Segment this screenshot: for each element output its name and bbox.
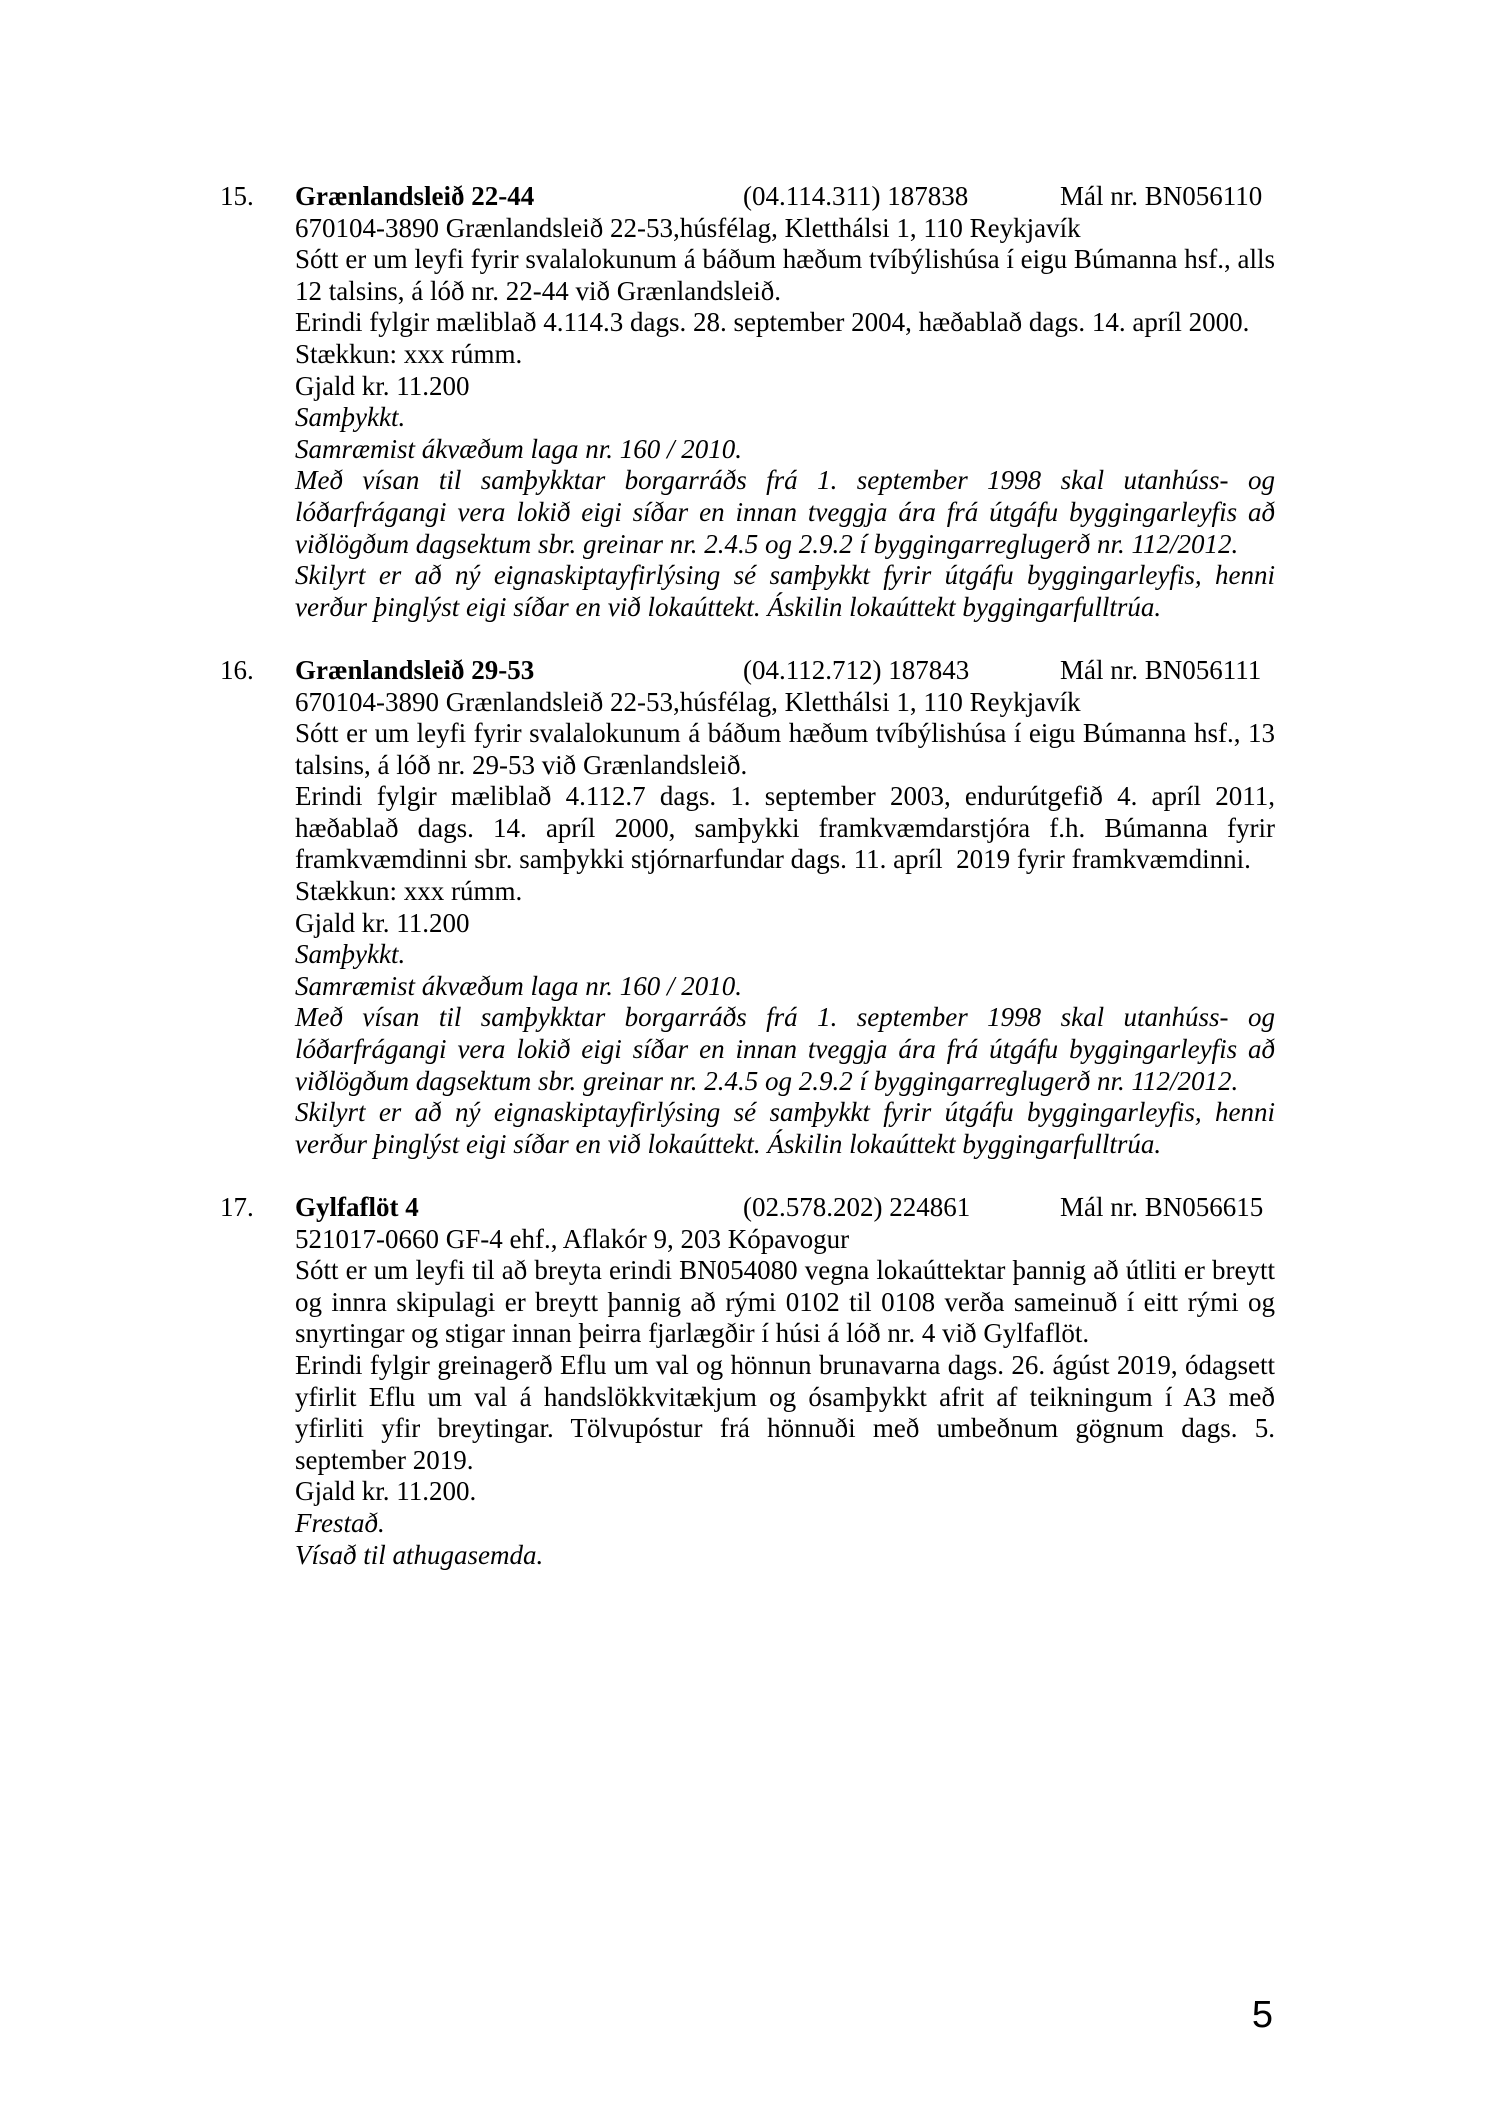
item-owner-line: 521017-0660 GF-4 ehf., Aflakór 9, 203 Kópavogur: [295, 1223, 850, 1254]
item-reference: (04.112.712) 187843: [743, 654, 970, 685]
item-number: 15.: [220, 181, 254, 211]
item-number: 16.: [220, 654, 254, 685]
item-paragraph: Sótt er um leyfi fyrir svalalokunum á báðum hæðum tvíbýlishúsa í eigu Búmanna hsf., 13 talsins, á lóð nr. 29-53 við Grænlandsleið.: [295, 718, 1275, 780]
item-header: [220, 655, 1275, 687]
item-header: [220, 1192, 1275, 1224]
item-case-number: Mál nr. BN056111: [1060, 654, 1262, 685]
item-body: [295, 687, 1275, 1161]
item-reference: (02.578.202) 224861: [743, 1192, 971, 1222]
item-case-number: Mál nr. BN056615: [1060, 1192, 1264, 1222]
item-paragraph: Með vísan til samþykktar borgarráðs frá 1. september 1998 skal utanhúss- og lóðarfrágangi vera lokið eigi síðar en innan tveggja ára frá útgáfu byggingarleyfis að viðlögðum dagsektum sbr. greinar nr. 2.4.5 og 2.9.2 í byggingarreglugerð nr. 112/2012.: [295, 465, 1275, 559]
item-body: [295, 213, 1275, 624]
item-title: Grænlandsleið 29-53: [295, 654, 535, 685]
item-paragraph: Samþykkt.: [295, 402, 406, 433]
item-paragraph: Sótt er um leyfi til að breyta erindi BN054080 vegna lokaúttektar þannig að útliti er breytt og innra skipulagi er breytt þannig að rými 0102 til 0108 verða sameinuð í eitt rými og snyrtingar og stigar innan þeirra fjarlægðir í húsi á lóð nr. 4 við Gylfaflöt.: [295, 1255, 1275, 1349]
item-paragraph: Með vísan til samþykktar borgarráðs frá 1. september 1998 skal utanhúss- og lóðarfrágangi vera lokið eigi síðar en innan tveggja ára frá útgáfu byggingarleyfis að viðlögðum dagsektum sbr. greinar nr. 2.4.5 og 2.9.2 í byggingarreglugerð nr. 112/2012.: [295, 1002, 1275, 1096]
item-paragraph: Gjald kr. 11.200: [295, 370, 470, 401]
item-paragraph: Skilyrt er að ný eignaskiptayfirlýsing sé samþykkt fyrir útgáfu byggingarleyfis, henni verður þinglýst eigi síðar en við lokaúttekt. Áskilin lokaúttekt byggingarfulltrúa.: [295, 560, 1275, 622]
item-body: [295, 1224, 1275, 1572]
item-title: Gylfaflöt 4: [295, 1192, 419, 1222]
item-paragraph: Samræmist ákvæðum laga nr. 160 / 2010.: [295, 433, 743, 464]
item-paragraph: Erindi fylgir mæliblað 4.114.3 dags. 28. september 2004, hæðablað dags. 14. apríl 2000.: [295, 307, 1250, 338]
item-paragraph: Frestað.: [295, 1507, 385, 1538]
item-paragraph: Vísað til athugasemda.: [295, 1539, 544, 1570]
item-owner-line: 670104-3890 Grænlandsleið 22-53,húsfélag, Kletthálsi 1, 110 Reykjavík: [295, 212, 1081, 243]
item-paragraph: Skilyrt er að ný eignaskiptayfirlýsing sé samþykkt fyrir útgáfu byggingarleyfis, henni verður þinglýst eigi síðar en við lokaúttekt. Áskilin lokaúttekt byggingarfulltrúa.: [295, 1097, 1275, 1159]
item-paragraph: Stækkun: xxx rúmm.: [295, 876, 523, 907]
item-paragraph: Gjald kr. 11.200: [295, 907, 470, 938]
agenda-item: [220, 1192, 1275, 1571]
item-paragraph: Samþykkt.: [295, 939, 406, 970]
item-paragraph: Erindi fylgir greinagerð Eflu um val og hönnun brunavarna dags. 26. ágúst 2019, ódagsett yfirlit Eflu um val á handslökkvitækjum og ósamþykkt afrit af teikningum í A3 með yfirliti yfir breytingar. Tölvupóstur frá hönnuði með umbeðnum gögnum dags. 5. september 2019.: [295, 1349, 1275, 1475]
item-paragraph: Gjald kr. 11.200.: [295, 1476, 477, 1507]
agenda-items: [220, 181, 1275, 1571]
item-reference: (04.114.311) 187838: [743, 181, 969, 211]
item-case-number: Mál nr. BN056110: [1060, 181, 1263, 211]
item-paragraph: Stækkun: xxx rúmm.: [295, 338, 523, 369]
item-paragraph: Sótt er um leyfi fyrir svalalokunum á báðum hæðum tvíbýlishúsa í eigu Búmanna hsf., alls 12 talsins, á lóð nr. 22-44 við Grænlandsleið.: [295, 244, 1275, 306]
item-paragraph: Samræmist ákvæðum laga nr. 160 / 2010.: [295, 970, 743, 1001]
item-number: 17.: [220, 1192, 254, 1222]
item-paragraph: Erindi fylgir mæliblað 4.112.7 dags. 1. september 2003, endurútgefið 4. apríl 2011, hæðablað dags. 14. apríl 2000, samþykki framkvæmdarstjóra f.h. Búmanna fyrir framkvæmdinni sbr. samþykki stjórnarfundar dags. 11. apríl 2019 fyrir framkvæmdinni.: [295, 781, 1275, 875]
item-owner-line: 670104-3890 Grænlandsleið 22-53,húsfélag, Kletthálsi 1, 110 Reykjavík: [295, 686, 1081, 717]
agenda-item: [220, 655, 1275, 1161]
item-header: [220, 181, 1275, 213]
item-title: Grænlandsleið 22-44: [295, 181, 535, 211]
agenda-item: [220, 181, 1275, 623]
page-number: 5: [1251, 1994, 1273, 2036]
